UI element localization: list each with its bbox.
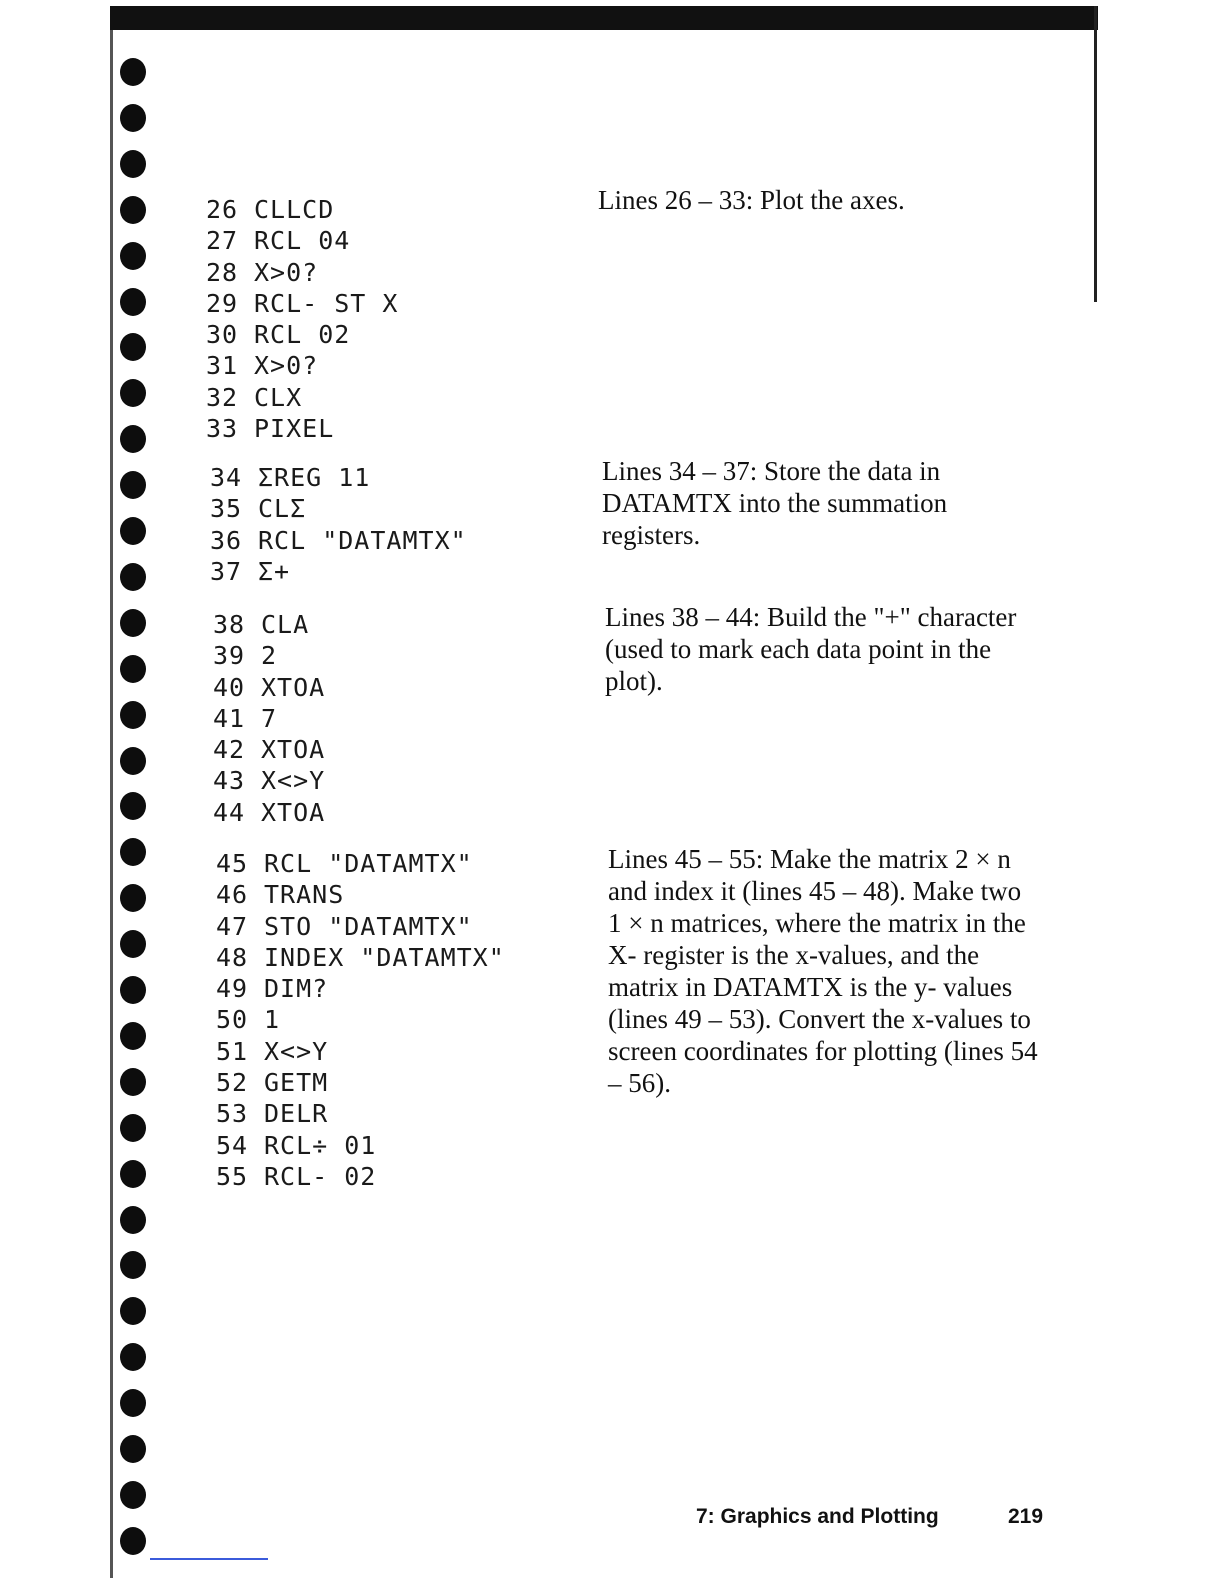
program-line-command: X<>Y [264,1036,329,1066]
program-line [206,319,398,350]
program-line-number: 38 [213,610,246,639]
program-line-number: 52 [216,1068,249,1098]
program-line-command: RCL 04 [254,226,351,256]
program-line [206,382,398,413]
binder-hole-icon [120,425,146,453]
code-block-lines-34-37 [210,462,467,587]
program-line-number: 48 [216,942,249,972]
program-line-command: INDEX "DATAMTX" [264,942,505,972]
program-line-number: 30 [206,320,239,350]
program-line-number: 49 [216,974,249,1004]
code-block-lines-45-55 [216,848,505,1192]
binder-hole-icon [120,1160,146,1188]
program-line-number: 39 [213,641,246,671]
binder-hole-icon [120,1297,146,1325]
program-line-number: 27 [206,226,239,256]
program-line [213,797,325,828]
program-line [216,1036,505,1067]
program-line-command: XTOA [261,735,326,765]
program-line-command: CLX [254,382,303,412]
binder-hole-icon [120,1022,146,1050]
binder-hole-icon [120,563,146,591]
footer-page-number: 219 [1008,1505,1044,1528]
binder-hole-icon [120,747,146,775]
program-line [213,609,325,640]
program-line-number: 51 [216,1036,249,1066]
binder-hole-icon [120,1206,146,1234]
program-line-command: RCL 02 [254,320,351,350]
program-line-command: TRANS [264,880,345,910]
program-line [206,194,398,225]
binder-hole-icon [120,1389,146,1417]
program-line [206,413,398,444]
binder-hole-icon [120,58,146,86]
binder-hole-icon [120,1343,146,1371]
binder-hole-icon [120,471,146,499]
program-line-number: 37 [210,556,243,586]
description-lines-26-33: Lines 26 – 33: Plot the axes. [598,185,905,215]
program-line-number: 43 [213,766,246,796]
program-line-command: CLΣ [258,494,307,524]
program-line-command: 1 [264,1005,281,1035]
program-line-command: XTOA [261,797,326,827]
program-line [216,942,505,973]
page-top-bar [110,6,1098,30]
program-line-number: 29 [206,288,239,318]
program-line [216,1004,505,1035]
program-line [210,493,467,524]
page-right-rule [1094,6,1097,302]
program-line-number: 31 [206,351,239,381]
binder-hole-icon [120,333,146,361]
binder-hole-icon [120,838,146,866]
program-line-command: GETM [264,1068,329,1098]
binder-hole-icon [120,517,146,545]
program-line-command: RCL "DATAMTX" [258,525,467,555]
binder-hole-icon [120,196,146,224]
program-line-number: 36 [210,525,243,555]
program-line-command: DIM? [264,974,329,1004]
description-lines-38-44: Lines 38 – 44: Build the "+" character (used to mark each data point in the plot). [605,602,1017,696]
binder-hole-icon [120,1481,146,1509]
program-line [213,765,325,796]
binder-hole-icon [120,976,146,1004]
program-line-number: 47 [216,911,249,941]
program-line-number: 55 [216,1161,249,1191]
program-line-command: PIXEL [254,414,335,444]
binder-hole-icon [120,1114,146,1142]
program-line [216,973,505,1004]
binder-hole-icon [120,884,146,912]
program-line [213,672,325,703]
program-line-number: 50 [216,1005,249,1035]
program-line-number: 32 [206,382,239,412]
program-line [216,911,505,942]
program-line-number: 54 [216,1130,249,1160]
program-line-number: 41 [213,703,246,733]
program-line [206,350,398,381]
program-line-number: 46 [216,880,249,910]
program-line [213,640,325,671]
program-line-command: RCL "DATAMTX" [264,849,473,878]
code-block-lines-38-44 [213,609,325,828]
page-bottom-mark [150,1558,268,1560]
program-line-number: 35 [210,494,243,524]
description-lines-34-37: Lines 34 – 37: Store the data in DATAMTX into the summation registers. [602,456,948,550]
program-line-command: RCL÷ 01 [264,1130,377,1160]
binder-hole-icon [120,104,146,132]
program-line-command: X<>Y [261,766,326,796]
program-line-command: 2 [261,641,278,671]
program-line-number: 53 [216,1099,249,1129]
program-line-command: X>0? [254,351,319,381]
program-line-command: STO "DATAMTX" [264,911,473,941]
program-line-command: DELR [264,1099,329,1129]
binder-hole-icon [120,379,146,407]
program-line-number: 34 [210,463,243,492]
program-line [216,1098,505,1129]
program-line-command: XTOA [261,672,326,702]
program-line-number: 45 [216,849,249,878]
binder-holes [112,58,152,1578]
program-line-number: 28 [206,257,239,287]
binder-hole-icon [120,1435,146,1463]
program-line [210,556,467,587]
binder-hole-icon [120,701,146,729]
program-line [216,848,505,879]
program-line-command: CLA [261,610,310,639]
footer-chapter-title: 7: Graphics and Plotting [696,1505,939,1528]
program-line-number: 40 [213,672,246,702]
program-line [216,1161,505,1192]
program-line-command: X>0? [254,257,319,287]
program-line [213,734,325,765]
program-line [210,462,467,493]
program-line [213,703,325,734]
binder-hole-icon [120,792,146,820]
program-line-number: 42 [213,735,246,765]
program-line [206,257,398,288]
program-line-command: 7 [261,703,278,733]
program-line-number: 26 [206,195,239,224]
program-line [210,525,467,556]
code-block-lines-26-33 [206,194,398,444]
binder-hole-icon [120,1068,146,1096]
program-line-command: Σ+ [258,556,291,586]
program-line-number: 44 [213,797,246,827]
binder-hole-icon [120,150,146,178]
program-line-command: RCL- ST X [254,288,399,318]
program-line [206,225,398,256]
program-line [206,288,398,319]
program-line [216,1130,505,1161]
program-line [216,879,505,910]
binder-hole-icon [120,1251,146,1279]
binder-hole-icon [120,288,146,316]
program-line-command: CLLCD [254,195,335,224]
binder-hole-icon [120,1527,146,1555]
binder-hole-icon [120,242,146,270]
binder-hole-icon [120,655,146,683]
program-line-command: ΣREG 11 [258,463,371,492]
binder-hole-icon [120,609,146,637]
program-line-command: RCL- 02 [264,1161,377,1191]
program-line [216,1067,505,1098]
program-line-number: 33 [206,414,239,444]
binder-hole-icon [120,930,146,958]
description-lines-45-55: Lines 45 – 55: Make the matrix 2 × n and index it (lines 45 – 48). Make two 1 × n matrices, where the matrix in the X- register is the x-values, and the matrix in DATAMTX is the y- values (lines 49 – 53). Convert the x-values to screen coordinates for plotting (lines 54 – 56). [608,844,1038,1098]
